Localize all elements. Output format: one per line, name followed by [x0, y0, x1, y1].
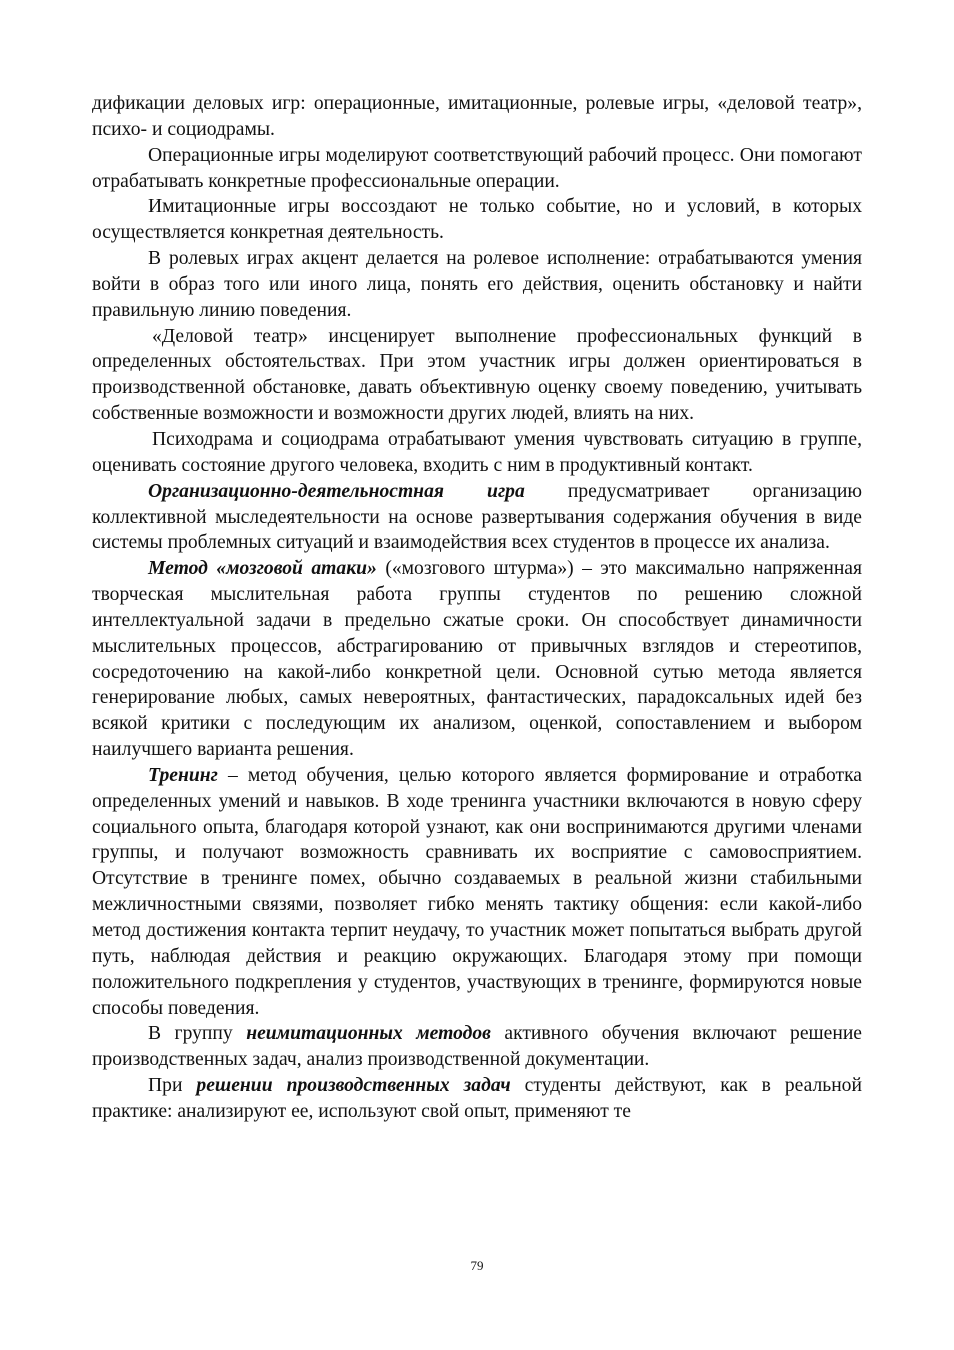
term-highlight: неимитационных методов — [246, 1023, 491, 1045]
paragraph — [92, 427, 862, 479]
text-span: В ролевых играх акцент делается на ролевое исполнение: отрабатываются умения войти в образ того или иного лица, понять его действия, оценить обстановку и найти правильную линию поведения. — [92, 248, 862, 321]
paragraph — [92, 763, 862, 1021]
paragraph — [92, 556, 862, 763]
text-span: студенты действуют, как в реальной практике: анализируют ее, используют свой опыт, применяют те — [92, 1075, 862, 1122]
body-text — [92, 91, 862, 1125]
paragraph — [92, 194, 862, 246]
paragraph — [92, 1021, 862, 1073]
paragraph — [92, 246, 862, 324]
term-highlight: Организационно-деятельностная игра — [148, 480, 525, 502]
paragraph — [92, 91, 862, 143]
paragraph — [92, 479, 862, 557]
document-page — [92, 91, 862, 1125]
text-span: дификации деловых игр: операционные, имитационные, ролевые игры, «деловой театр», психо- и социодрамы. — [92, 93, 862, 140]
text-span: («мозгового штурма») – это максимально напряженная творческая мыслительная работа группы студентов по решению сложной интеллектуальной задачи в предельно сжатые сроки. Он способствует динамичности мыслительных процессов, абстрагированию от привычных взглядов и стереотипов, сосредоточению на какой-либо конкретной цели. Основной сутью метода является генерирование любых, самых невероятных, фантастических, парадоксальных идей без всякой критики с последующим их анализом, оценкой, сопоставлением и выбором наилучшего варианта решения. — [92, 558, 863, 761]
text-span: «Деловой театр» инсценирует выполнение профессиональных функций в определенных обстоятельствах. При этом участник игры должен ориентироваться в производственной обстановке, давать объективную оценку своему поведению, учитывать собственные возможности и возможности других людей, влиять на них. — [92, 325, 862, 425]
paragraph — [92, 1073, 862, 1125]
paragraph — [92, 143, 862, 195]
text-span: – метод обучения, целью которого является формирование и отработка определенных умений и навыков. В ходе тренинга участники включаются в новую сферу социального опыта, благодаря которой узнают, как они воспринимаются другими членами группы, и получают возможность сравнивать их восприятие с самовосприятием. Отсутствие в тренинге помех, обычно создаваемых в реальной жизни стабильными межличностными связями, позволяет гибко менять тактику общения: если какой-либо метод достижения контакта терпит неудачу, то участник может попытаться выбрать другой путь, наблюдая действия и реакцию окружающих. Благодаря этому при помощи положительного подкрепления у студентов, участвующих в тренинге, формируются новые способы поведения. — [92, 764, 862, 1019]
text-span: предусматривает организацию коллективной мыследеятельности на основе развертывания содержания обучения в виде системы проблемных ситуаций и взаимодействия всех студентов в процессе их анализа. — [92, 480, 862, 554]
text-span: В группу — [148, 1023, 247, 1045]
term-highlight: Метод «мозговой атаки» — [148, 558, 377, 580]
page-number: 79 — [470, 1258, 484, 1273]
text-span: Имитационные игры воссоздают не только событие, но и условий, в которых осуществляется конкретная деятельность. — [92, 196, 862, 244]
term-highlight: решении производственных задач — [196, 1075, 511, 1097]
text-span: активного обучения включают решение производственных задач, анализ производственной документации. — [92, 1023, 862, 1071]
term-highlight: Тренинг — [148, 764, 218, 786]
text-span: Операционные игры моделируют соответствующий рабочий процесс. Они помогают отрабатывать конкретные профессиональные операции. — [92, 144, 862, 192]
paragraph — [92, 324, 862, 427]
text-span: Психодрама и социодрама отрабатывают умения чувствовать ситуацию в группе, оценивать состояние другого человека, входить с ним в продуктивный контакт. — [92, 428, 862, 476]
text-span: При — [148, 1075, 197, 1097]
